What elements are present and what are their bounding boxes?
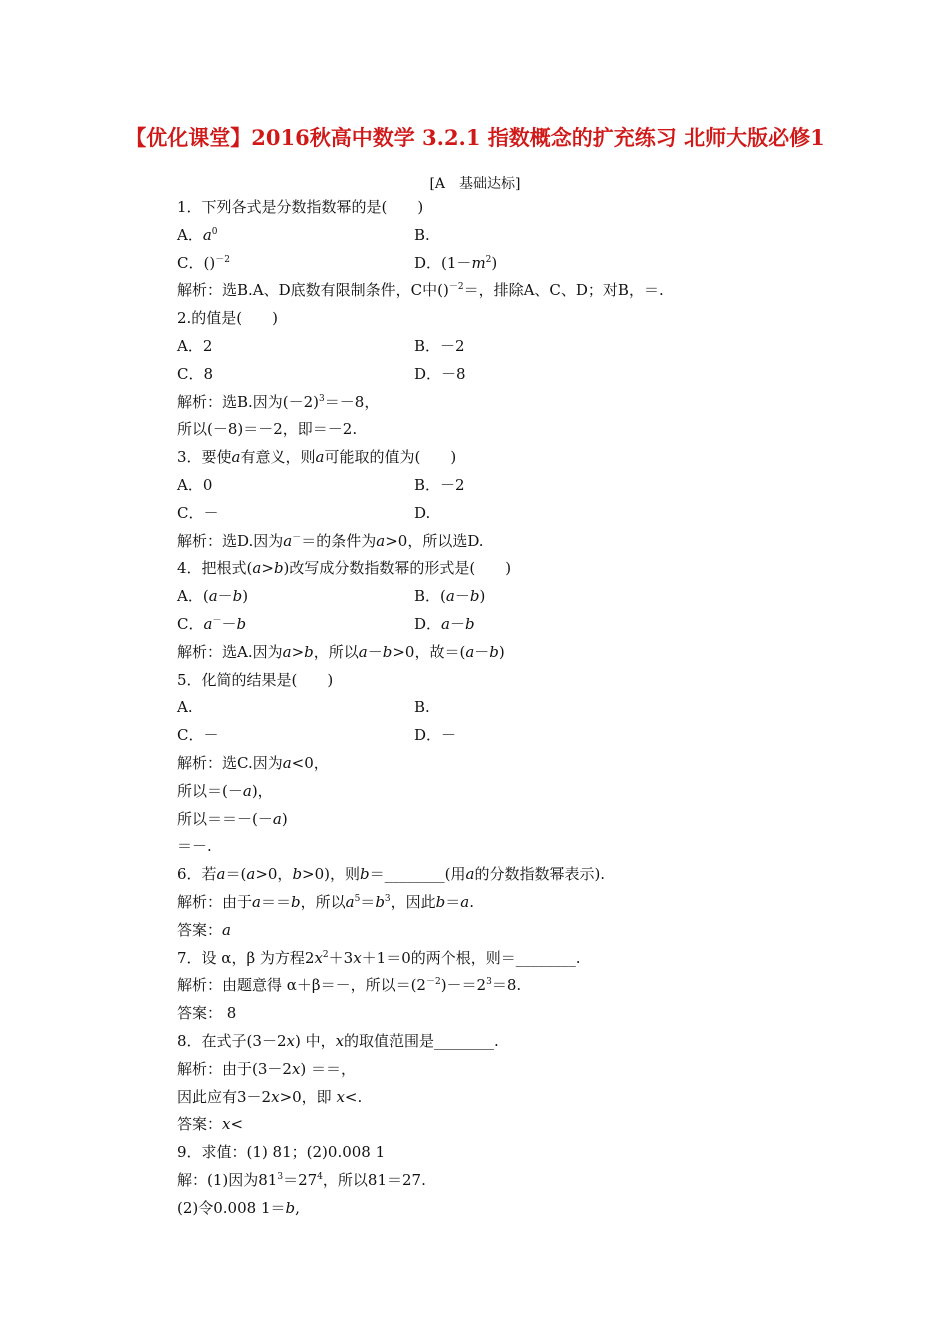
question-8-answer: 答案：x< xyxy=(177,1115,244,1134)
question-2-options-cd xyxy=(177,361,817,389)
option-c: C．－ xyxy=(177,726,219,745)
question-4-stem: 4．把根式(a>b)改写成分数指数幂的形式是( ) xyxy=(177,559,512,578)
question-3-solution: 解析：选D.因为a－＝的条件为a>0，所以选D. xyxy=(177,531,484,550)
question-3-options-ab xyxy=(177,472,817,500)
question-1-solution: 解析：选B.A、D底数有限制条件，C中()$^{-2}$＝，排除A、C、D；对B，＝. xyxy=(177,281,664,300)
option-a: A．2 xyxy=(177,336,213,355)
option-c: C．－ xyxy=(177,503,219,522)
question-1-options-cd xyxy=(177,250,817,278)
option-d: D．－8 xyxy=(414,364,466,383)
option-c: C．8 xyxy=(177,364,214,383)
question-7-answer: 答案： 8 xyxy=(177,1004,237,1023)
question-4-options-ab xyxy=(177,583,817,611)
option-b: B. xyxy=(414,225,430,244)
question-6-stem: 6．若a＝(a>0，b>0)，则b＝________(用a的分数指数幂表示). xyxy=(177,865,606,884)
question-2-solution: 解析：选B.因为$(-2)^3=-8$， xyxy=(177,392,380,411)
option-b: B．(a－b) xyxy=(414,587,486,606)
option-c: C．a－－b xyxy=(177,614,247,633)
question-3-options-cd xyxy=(177,500,817,528)
option-a: A．0 xyxy=(177,475,213,494)
question-5-solution-cont: ＝－. xyxy=(177,837,212,856)
option-d: D．－ xyxy=(414,726,457,745)
option-a: A. xyxy=(177,698,193,717)
question-2-options-ab xyxy=(177,333,817,361)
option-d: D. xyxy=(414,503,431,522)
question-9-solution: 解：(1)因为$81^3=27^4$，所以81＝27. xyxy=(177,1170,426,1189)
exercise-content xyxy=(177,194,817,1222)
question-5-solution-cont: 所以＝＝－(－a) xyxy=(177,809,288,828)
question-2-stem: 2.的值是( ) xyxy=(177,309,279,328)
option-b: B．－2 xyxy=(414,336,465,355)
question-3-stem: 3．要使a有意义，则a可能取的值为( ) xyxy=(177,448,457,467)
option-b: B. xyxy=(414,698,430,717)
option-a: A．$a^0$ xyxy=(177,225,218,244)
option-a: A．(a－b) xyxy=(177,587,249,606)
question-7-stem: 7．设 α，β 为方程$2x^2+3x+1=0$的两个根，则＝________. xyxy=(177,948,581,967)
question-8-stem: 8．在式子(3－2x) 中，x的取值范围是________. xyxy=(177,1031,499,1050)
option-d: D．$(1-m^2)$ xyxy=(414,253,498,272)
option-b: B．－2 xyxy=(414,475,465,494)
question-6-solution: 解析：由于a＝＝b，所以$a^5=b^3$，因此b＝a. xyxy=(177,892,475,911)
page-title: 【优化课堂】2016秋高中数学 3.2.1 指数概念的扩充练习 北师大版必修1 xyxy=(125,125,825,150)
question-7-solution: 解析：由题意得 α＋β＝－，所以$=(2^{-2})-=2^3=8$. xyxy=(177,976,522,995)
question-5-stem: 5．化简的结果是( ) xyxy=(177,670,334,689)
question-1-options-ab xyxy=(177,222,817,250)
question-5-solution: 解析：选C.因为a<0， xyxy=(177,753,329,772)
option-c: C．()$^{-2}$ xyxy=(177,253,230,272)
question-5-solution-cont: 所以＝(－a)， xyxy=(177,781,273,800)
question-8-solution: 解析：由于(3－2x) ＝＝， xyxy=(177,1059,357,1078)
question-9-solution-cont: (2)令0.008 1＝b, xyxy=(177,1198,300,1217)
question-8-solution-cont: 因此应有3－2x>0，即 x<. xyxy=(177,1087,363,1106)
question-2-solution-cont: 所以(－8)＝－2，即＝－2. xyxy=(177,420,358,439)
section-heading: [A 基础达标] xyxy=(429,176,521,192)
question-5-options-cd xyxy=(177,722,817,750)
question-4-options-cd xyxy=(177,611,817,639)
question-1-stem: 1．下列各式是分数指数幂的是( ) xyxy=(177,198,424,216)
option-d: D．a－b xyxy=(414,614,475,633)
question-4-solution: 解析：选A.因为a>b，所以a－b>0，故＝(a－b) xyxy=(177,642,505,661)
question-6-answer: 答案：a xyxy=(177,920,231,939)
question-5-options-ab xyxy=(177,694,817,722)
question-9-stem: 9．求值：(1) 81；(2)0.008 1 xyxy=(177,1143,386,1162)
